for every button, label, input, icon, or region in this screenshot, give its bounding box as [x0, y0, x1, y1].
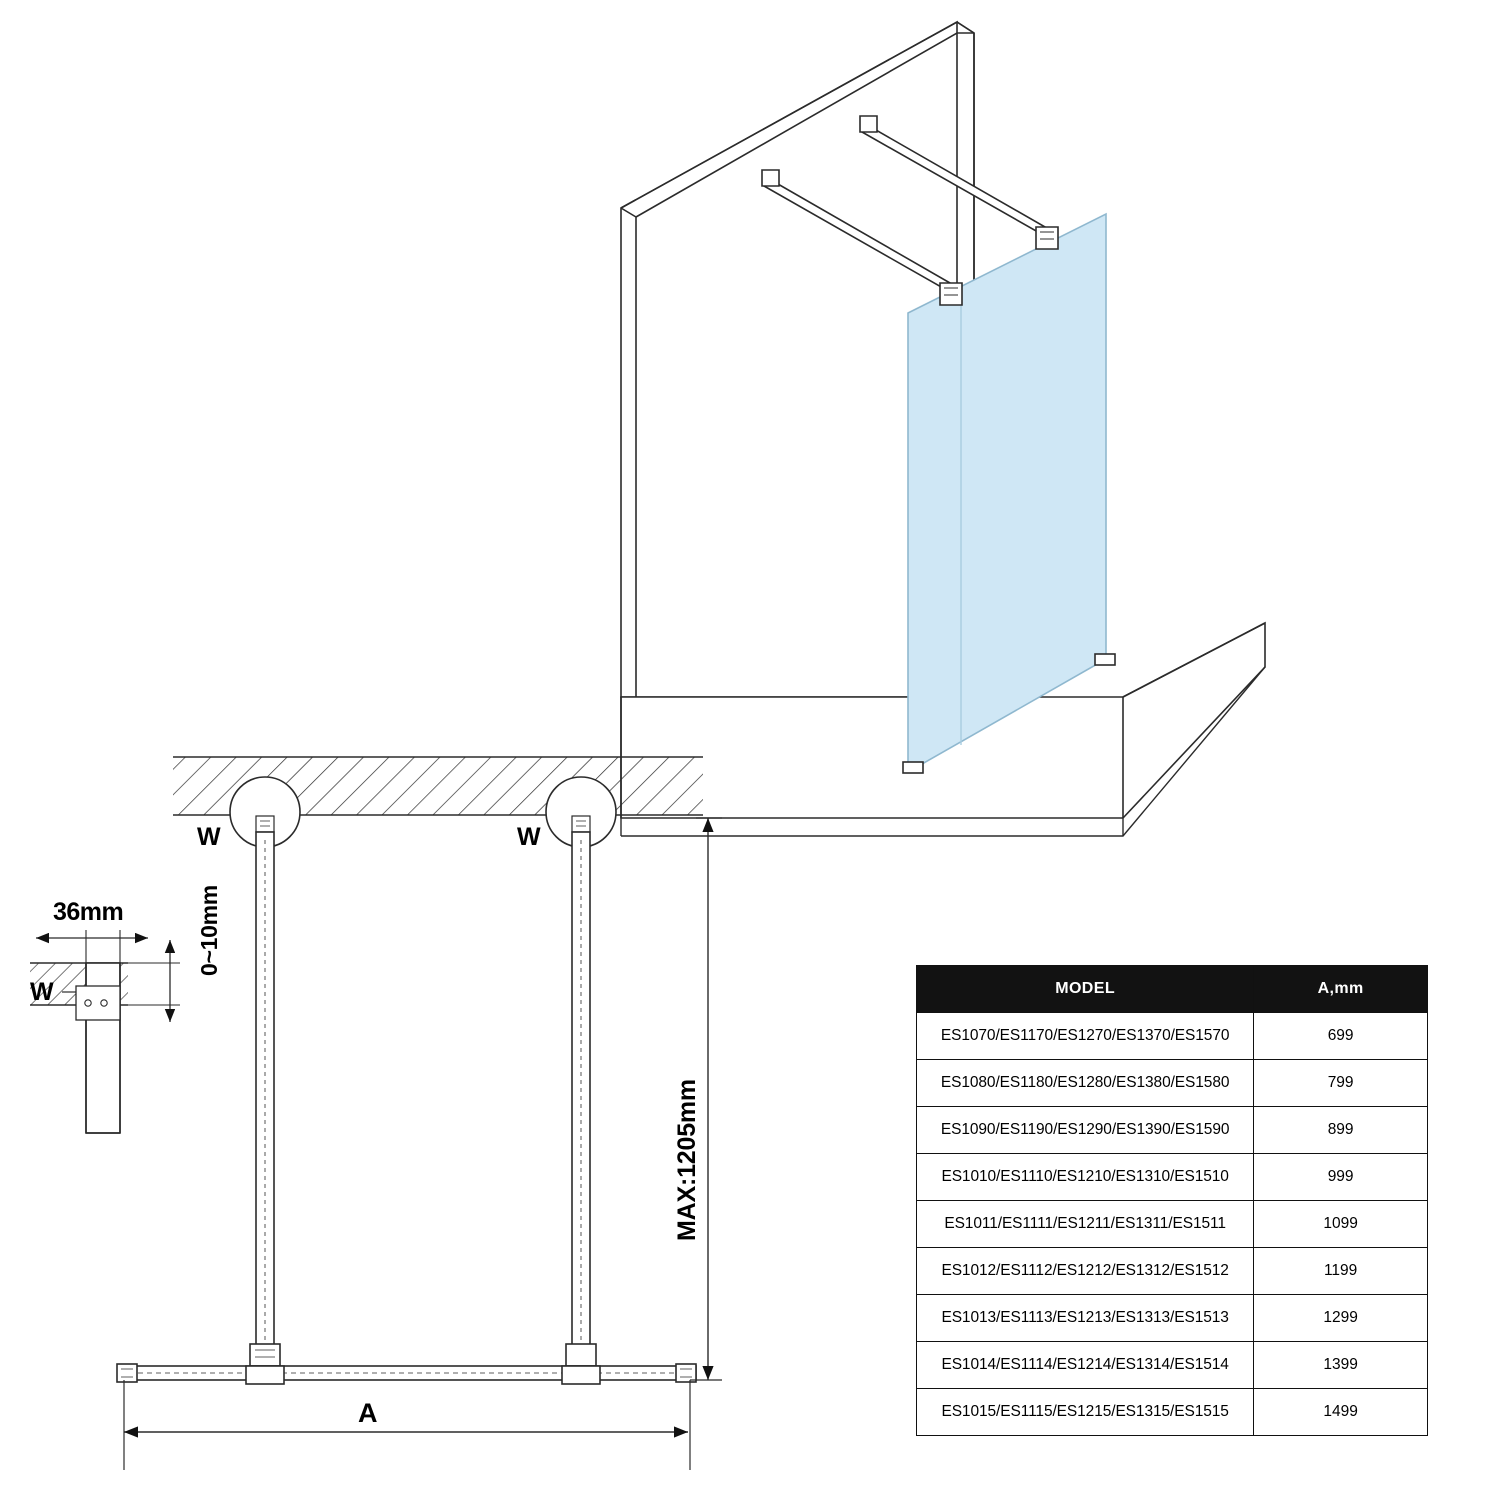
cell-a: 1199: [1254, 1248, 1428, 1295]
perspective-view: [621, 22, 1265, 836]
table-row: [917, 1107, 1428, 1154]
table-header-row: [917, 966, 1428, 1013]
label-wall-bracket-detail: W: [30, 978, 54, 1006]
cell-model: ES1090/ES1190/ES1290/ES1390/ES1590: [917, 1107, 1254, 1154]
label-max-height: MAX:1205mm: [673, 1079, 701, 1241]
cell-model: ES1015/ES1115/ES1215/ES1315/ES1515: [917, 1389, 1254, 1436]
table-row: [917, 1060, 1428, 1107]
cell-model: ES1014/ES1114/ES1214/ES1314/ES1514: [917, 1342, 1254, 1389]
cell-a: 899: [1254, 1107, 1428, 1154]
label-wall-bracket-1: W: [197, 823, 221, 851]
table-row: [917, 1154, 1428, 1201]
cell-model: ES1080/ES1180/ES1280/ES1380/ES1580: [917, 1060, 1254, 1107]
label-0-10mm: 0~10mm: [196, 885, 222, 976]
label-36mm: 36mm: [53, 898, 124, 926]
table-row: [917, 1389, 1428, 1436]
cell-a: 1499: [1254, 1389, 1428, 1436]
cell-a: 1099: [1254, 1201, 1428, 1248]
table-row: [917, 1248, 1428, 1295]
table-row: [917, 1013, 1428, 1060]
glass-panel-3d: [908, 214, 1106, 772]
table-row: [917, 1342, 1428, 1389]
label-dimension-a: A: [358, 1398, 378, 1428]
table-row: [917, 1295, 1428, 1342]
detail-view: [30, 930, 180, 1133]
cell-model: ES1070/ES1170/ES1270/ES1370/ES1570: [917, 1013, 1254, 1060]
cell-model: ES1010/ES1110/ES1210/ES1310/ES1510: [917, 1154, 1254, 1201]
cell-a: 699: [1254, 1013, 1428, 1060]
label-wall-bracket-2: W: [517, 823, 541, 851]
cell-model: ES1013/ES1113/ES1213/ES1313/ES1513: [917, 1295, 1254, 1342]
model-spec-table: [916, 965, 1428, 1436]
cell-a: 1399: [1254, 1342, 1428, 1389]
cell-a: 999: [1254, 1154, 1428, 1201]
column-header-model: MODEL: [917, 966, 1254, 1013]
table-body: [917, 1013, 1428, 1436]
cell-a: 1299: [1254, 1295, 1428, 1342]
cell-a: 799: [1254, 1060, 1428, 1107]
cell-model: ES1012/ES1112/ES1212/ES1312/ES1512: [917, 1248, 1254, 1295]
cell-model: ES1011/ES1111/ES1211/ES1311/ES1511: [917, 1201, 1254, 1248]
table-row: [917, 1201, 1428, 1248]
column-header-a: A,mm: [1254, 966, 1428, 1013]
front-elevation: [117, 757, 722, 1470]
